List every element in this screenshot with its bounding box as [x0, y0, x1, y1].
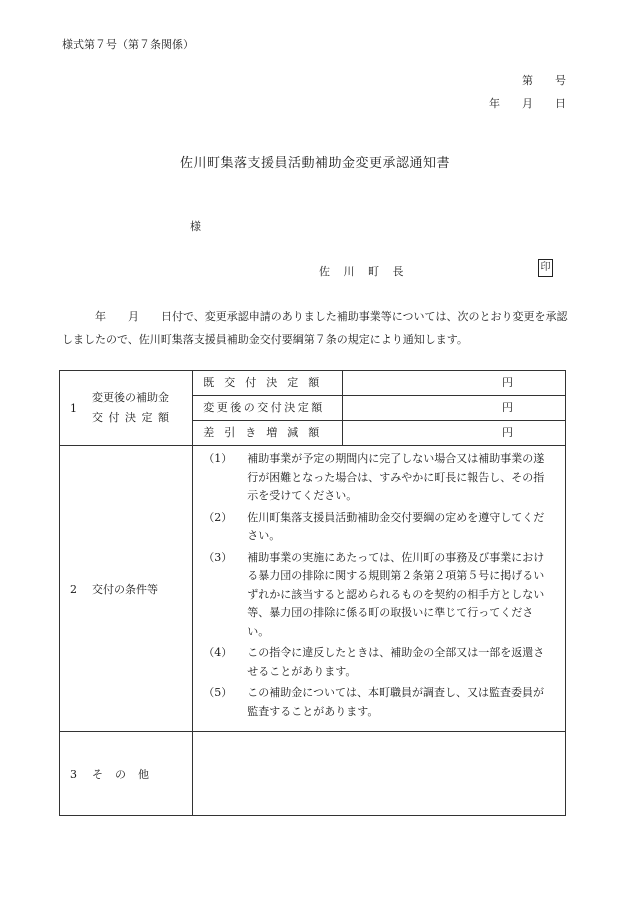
yen-changed: 円	[502, 401, 513, 414]
notice-body: 年 月 日付で、変更承認申請のありました補助事業等については、次のとおり変更を承認しましたので、佐川町集落支援員補助金交付要綱第７条の規定により通知します。	[62, 310, 568, 346]
condition-text: 佐川町集落支援員活動補助金交付要綱の定めを遵守してください。	[247, 510, 545, 542]
section2-number: 2	[70, 582, 77, 596]
condition-item	[203, 684, 555, 721]
item-label-difference: 差引き増減額	[203, 426, 330, 439]
section1-label-line1: 変更後の補助金	[92, 391, 169, 404]
section1-number: 1	[70, 401, 77, 415]
condition-item	[203, 549, 555, 642]
conditions-table	[59, 370, 566, 816]
condition-text: この指令に違反したときは、補助金の全部又は一部を返還させることがあります。	[247, 646, 545, 678]
condition-item	[203, 450, 555, 506]
document-number: 第 号	[522, 74, 566, 87]
condition-number: （4）	[203, 646, 233, 659]
conditions-cell	[193, 446, 566, 732]
section3-number: 3	[70, 767, 77, 781]
item-label-existing: 既交付決定額	[203, 376, 330, 389]
condition-item	[203, 509, 555, 546]
section2-label: 交付の条件等	[92, 582, 158, 596]
condition-number: （5）	[203, 686, 233, 699]
section3-label: その他	[92, 767, 161, 781]
condition-text: 補助事業の実施にあたっては、佐川町の事務及び事業における暴力団の排除に関する規則第２条第２項第５号に掲げるいずれかに該当すると認められるものを契約の相手方としない等、暴力団の排除に係る町の取扱いに準じて行ってください。	[247, 550, 545, 638]
condition-item	[203, 644, 555, 681]
yen-existing: 円	[502, 376, 513, 389]
document-title: 佐川町集落支援員活動補助金変更承認通知書	[179, 156, 450, 171]
item-label-changed: 変更後の交付決定額	[203, 401, 325, 414]
section1-label-cell	[60, 371, 193, 446]
addressee-label: 様	[190, 220, 201, 233]
condition-number: （3）	[203, 550, 233, 564]
section2-label-cell	[60, 446, 193, 732]
condition-text: 補助事業が予定の期間内に完了しない場合又は補助事業の遂行が困難となった場合は、すみやかに町長に報告し、その指示を受けてください。	[247, 452, 545, 502]
document-date: 年 月 日	[489, 97, 566, 110]
yen-difference: 円	[502, 426, 513, 439]
issuer-name: 佐 川 町 長	[319, 265, 409, 278]
condition-text: この補助金については、本町職員が調査し、又は監査委員が監査することがあります。	[247, 686, 545, 718]
section1-label-line2: 交 付 決 定 額	[92, 411, 170, 424]
other-content-cell	[193, 732, 566, 816]
form-number: 様式第７号（第７条関係）	[62, 38, 194, 51]
section3-label-cell	[60, 732, 193, 816]
seal-mark: 印	[538, 259, 553, 277]
condition-number: （1）	[203, 452, 233, 465]
condition-number: （2）	[203, 510, 233, 524]
